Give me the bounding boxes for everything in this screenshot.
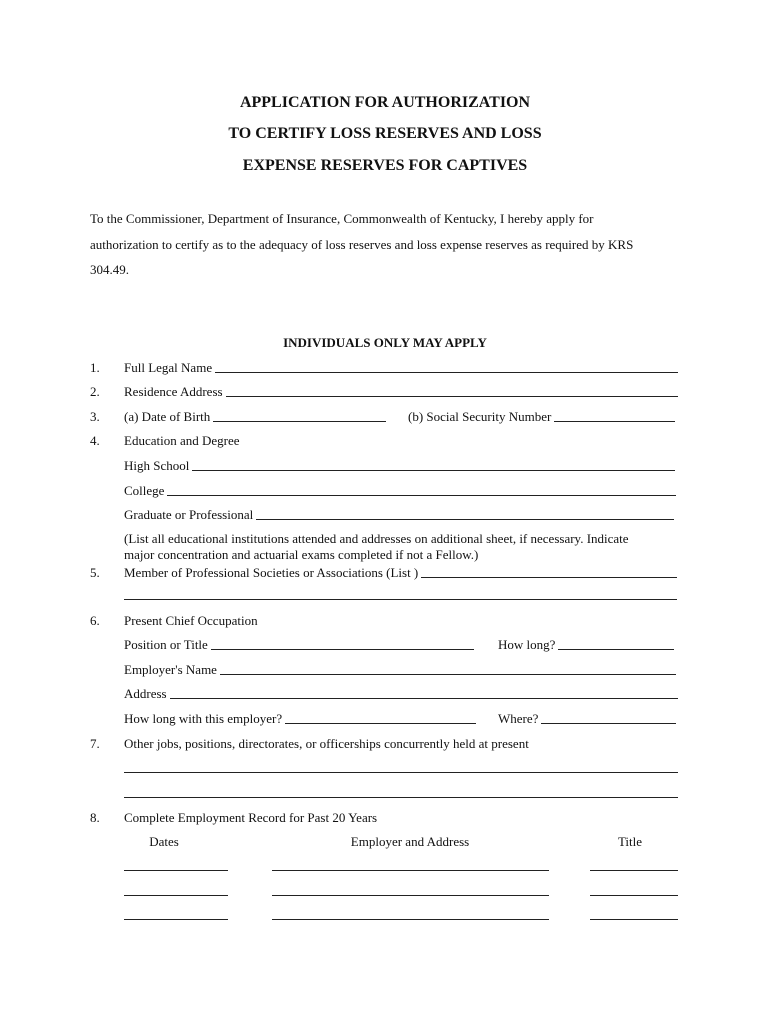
item-number: 3. (90, 409, 100, 424)
employment-employer-line[interactable] (272, 919, 549, 920)
date-of-birth-label: (a) Date of Birth (124, 409, 211, 424)
employer-name-label: Employer's Name (124, 662, 217, 677)
item-number: 4. (90, 433, 100, 448)
high-school-label: High School (124, 458, 190, 473)
position-title-label: Position or Title (124, 637, 208, 652)
item-number: 8. (90, 810, 100, 825)
education-note-line-1: (List all educational institutions attended and addresses on additional sheet, if necessary. Indicate (124, 531, 629, 546)
employment-col-dates: Dates (149, 834, 179, 849)
societies-label: Member of Professional Societies or Associations (List ) (124, 565, 419, 580)
item-number: 5. (90, 565, 100, 580)
how-long-employer-field[interactable] (124, 711, 476, 727)
full-legal-name-label: Full Legal Name (124, 360, 213, 375)
occupation-label: Present Chief Occupation (124, 613, 258, 628)
employment-dates-line[interactable] (124, 919, 228, 920)
item-number: 2. (90, 384, 100, 399)
form-title-line-1: APPLICATION FOR AUTHORIZATION (239, 94, 531, 111)
intro-line-2: authorization to certify as to the adequacy of loss reserves and loss expense reserves as required by KRS (90, 237, 634, 252)
residence-address-field[interactable] (124, 384, 678, 400)
education-label: Education and Degree (124, 433, 240, 448)
societies-continuation-line[interactable] (124, 599, 677, 600)
position-title-field[interactable] (124, 637, 474, 653)
full-legal-name-field[interactable] (124, 360, 678, 376)
employer-name-field[interactable] (124, 662, 676, 678)
date-of-birth-field[interactable] (124, 409, 386, 425)
employment-employer-line[interactable] (272, 870, 549, 871)
how-long-employer-label: How long with this employer? (124, 711, 283, 726)
employment-col-employer: Employer and Address (350, 834, 470, 849)
employment-employer-line[interactable] (272, 895, 549, 896)
address-field[interactable] (124, 686, 678, 702)
residence-address-label: Residence Address (124, 384, 223, 399)
social-security-number-field[interactable] (408, 409, 675, 425)
employment-col-title: Title (617, 834, 643, 849)
item-number: 7. (90, 736, 100, 751)
employment-dates-line[interactable] (124, 895, 228, 896)
high-school-field[interactable] (124, 458, 675, 474)
other-jobs-line-1[interactable] (124, 772, 678, 773)
employment-title-line[interactable] (590, 895, 678, 896)
item-number: 1. (90, 360, 100, 375)
where-label: Where? (498, 711, 539, 726)
other-jobs-label: Other jobs, positions, directorates, or officerships concurrently held at present (124, 736, 529, 751)
where-field[interactable] (498, 711, 676, 727)
form-title-line-3: EXPENSE RESERVES FOR CAPTIVES (242, 157, 528, 174)
employment-title-line[interactable] (590, 919, 678, 920)
intro-line-3: 304.49. (90, 262, 129, 277)
how-long-label: How long? (498, 637, 556, 652)
graduate-label: Graduate or Professional (124, 507, 254, 522)
how-long-field[interactable] (498, 637, 674, 653)
employment-title-line[interactable] (590, 870, 678, 871)
employment-record-label: Complete Employment Record for Past 20 Years (124, 810, 378, 825)
education-note-line-2: major concentration and actuarial exams completed if not a Fellow.) (124, 547, 479, 562)
employment-dates-line[interactable] (124, 870, 228, 871)
college-field[interactable] (124, 483, 676, 499)
form-title-line-2: TO CERTIFY LOSS RESERVES AND LOSS (228, 125, 542, 142)
ssn-label: (b) Social Security Number (408, 409, 552, 424)
other-jobs-line-2[interactable] (124, 797, 678, 798)
societies-field[interactable] (124, 565, 677, 581)
college-label: College (124, 483, 165, 498)
address-label: Address (124, 686, 167, 701)
item-number: 6. (90, 613, 100, 628)
section-heading: INDIVIDUALS ONLY MAY APPLY (283, 335, 487, 350)
intro-line-1: To the Commissioner, Department of Insurance, Commonwealth of Kentucky, I hereby apply for (90, 211, 594, 226)
graduate-field[interactable] (124, 507, 674, 523)
